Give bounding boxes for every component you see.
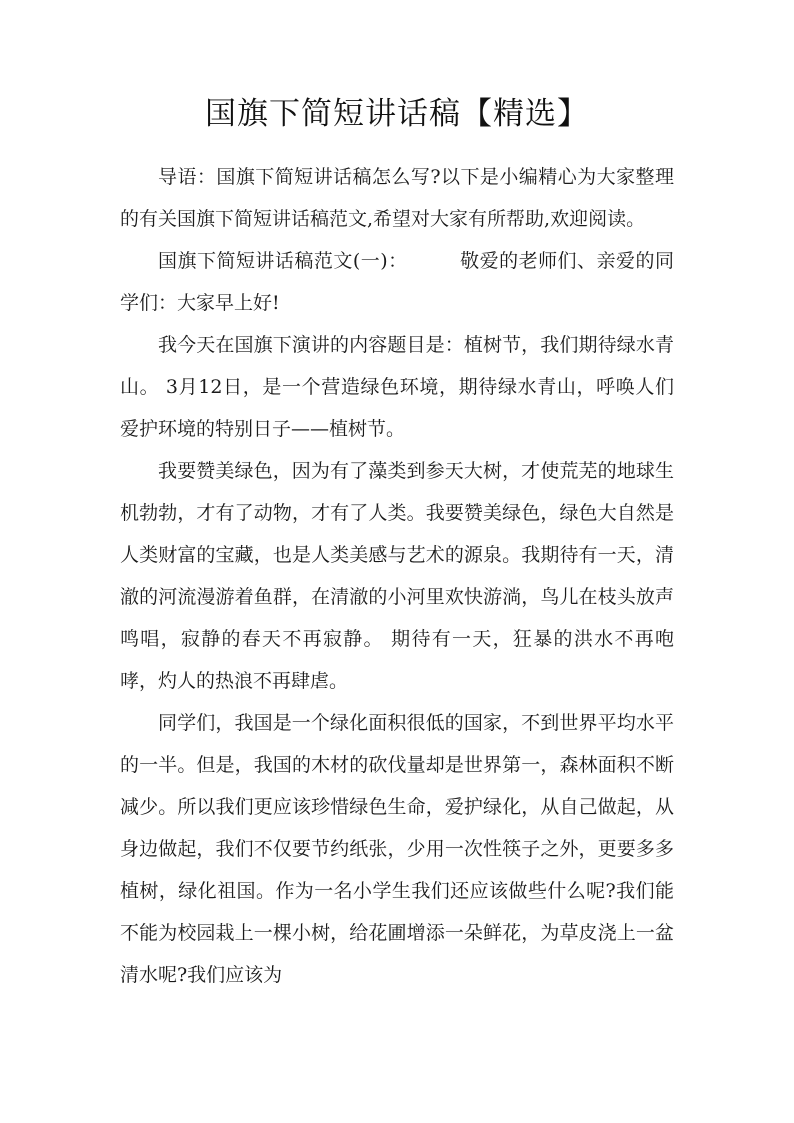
greeting: 敬爱的老师们、亲爱的同学们：大家早上好!: [120, 250, 674, 314]
paragraph-topic: 我今天在国旗下演讲的内容题目是：植树节，我们期待绿水青山。 3月12日，是一个营造绿色环境，期待绿水青山，呼唤人们爱护环境的特别日子——植树节。: [120, 334, 674, 440]
paragraph-intro: 导语：国旗下简短讲话稿怎么写?以下是小编精心为大家整理的有关国旗下简短讲话稿范文,希望对大家有所帮助,欢迎阅读。: [120, 166, 674, 230]
paragraph-praise-green: 我要赞美绿色，因为有了藻类到参天大树，才使荒芜的地球生机勃勃，才有了动物，才有了人类。我要赞美绿色，绿色大自然是人类财富的宝藏，也是人类美感与艺术的源泉。我期待有一天，清澈的河流漫游着鱼群，在清澈的小河里欢快游淌，鸟儿在枝头放声鸣唱，寂静的春天不再寂静。 期待有一天，狂暴的洪水不再咆哮，灼人的热浪不再肆虐。: [120, 460, 674, 692]
document-body: [120, 156, 674, 996]
document-title: 国旗下简短讲话稿【精选】: [205, 96, 589, 132]
sample-heading: 国旗下简短讲话稿范文(一)：: [158, 250, 408, 272]
paragraph-call-to-action: 同学们，我国是一个绿化面积很低的国家，不到世界平均水平的一半。但是，我国的木材的砍伐量却是世界第一，森林面积不断减少。所以我们更应该珍惜绿色生命，爱护绿化，从自己做起，从身边做起，我们不仅要节约纸张，少用一次性筷子之外，更要多多植树，绿化祖国。作为一名小学生我们还应该做些什么呢?我们能不能为校园栽上一棵小树，给花圃增添一朵鲜花，为草皮浇上一盆清水呢?我们应该为: [120, 712, 674, 986]
paragraph-sample-one: [120, 240, 674, 324]
